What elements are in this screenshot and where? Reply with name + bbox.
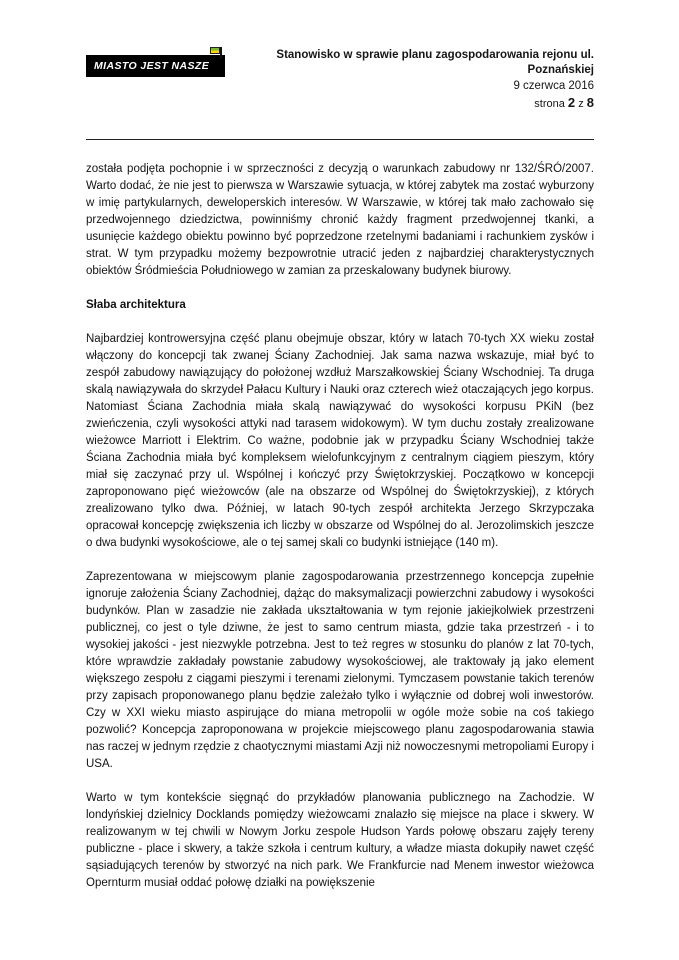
page-current: 2 <box>567 95 576 110</box>
flag-cloth <box>210 47 220 54</box>
document-header <box>86 46 594 112</box>
flag-icon <box>210 47 223 60</box>
page-word: strona <box>534 98 565 110</box>
flag-pole <box>220 47 222 59</box>
paragraph-4: Warto w tym kontekście sięgnąć do przykładów planowania publicznego na Zachodzie. W londyńskiej dzielnicy Docklands pomiędzy wieżowcami znalazło się miejsce na place i skwery. W realizowanym w tej chwili w Nowym Jorku zespole Hudson Yards połowę obszaru zajęły tereny publiczne - place i skwery, a także szkoła i centrum kultury, a władze miasta dokupiły nawet część sąsiadujących terenów by stworzyć na nich park. We Frankfurcie nad Menem inwestor wieżowca Opernturm musiał oddać połowę działki na powiększenie <box>86 792 594 889</box>
page-total: 8 <box>586 95 594 110</box>
logo-text: MIASTO JEST NASZE <box>94 60 210 72</box>
header-divider <box>86 139 594 140</box>
document-body <box>86 161 594 892</box>
page-number <box>225 95 594 112</box>
document-title: Stanowisko w sprawie planu zagospodarowania rejonu ul. Poznańskiej <box>276 49 594 76</box>
paragraph-3: Zaprezentowana w miejscowym planie zagospodarowania przestrzennego koncepcja zupełnie ignoruje założenia Ściany Zachodniej, dążąc do maksymalizacji powierzchni zabudowy i wysokości budynków. Plan w zasadzie nie zakłada ukształtowania w tym rejonie jakiejkolwiek przestrzeni publicznej, co jest o tyle dziwne, że jest to samo centrum miasta, gdzie taka przestrzeń - i to wysokiej jakości - jest niezwykle potrzebna. Jest to też regres w stosunku do planów z lat 70-tych, które wprawdzie zakładały powstanie zabudowy wysokościowej, ale traktowały ją jako element większego zespołu z ciągami pieszymi i terenami zielonymi. Tymczasem powstanie takich terenów przy zapisach proponowanego planu będzie zależało tylko i wyłącznie od dobrej woli inwestorów. Czy w XXI wieku miasto aspirujące do miana metropolii w ogóle może sobie na coś takiego pozwolić? Koncepcja zaproponowana w projekcie miejscowego planu zagospodarowania stawia nas raczej w jednym rzędzie z chaotycznymi miastami Azji niż nowoczesnymi metropoliami Europy i USA. <box>86 571 594 770</box>
section-heading: Słaba architektura <box>86 299 186 311</box>
document-date: 9 czerwca 2016 <box>513 80 594 92</box>
header-meta <box>225 46 594 112</box>
logo <box>86 55 225 77</box>
paragraph-1: została podjęta pochopnie i w sprzeczności z decyzją o warunkach zabudowy nr 132/ŚRÓ/2007. Warto dodać, że nie jest to pierwsza w Warszawie sytuacja, w której zabytek ma zostać wyburzony w imię partykularnych, deweloperskich interesów. W Warszawie, w której tak mało zachowało się przedwojennego dziedzictwa, powinniśmy chronić każdy fragment przedwojennej tkanki, a usunięcie każdego obiektu powinno być poprzedzone rzetelnymi badaniami i rachunkiem zysków i strat. W tym przypadku możemy bezpowrotnie utracić jeden z najbardziej charakterystycznych obiektów Śródmieścia Południowego w zamian za przeskalowany budynek biurowy. <box>86 163 594 277</box>
paragraph-2: Najbardziej kontrowersyjna część planu obejmuje obszar, który w latach 70-tych XX wieku został włączony do koncepcji tak zwanej Ściany Zachodniej. Jak sama nazwa wskazuje, miał być to zespół zabudowy nawiązujący do położonej wzdłuż Marszałkowskiej Ściany Wschodniej. Ta druga skalą nawiązywała do skrzydeł Pałacu Kultury i Nauki oraz czterech wież otaczających jego korpus. Natomiast Ściana Zachodnia miała skalą nawiązywać do wysokości korpusu PKiN (bez zwieńczenia, czyli wysokości attyki nad tarasem widokowym). W tym duchu zostały zrealizowane wieżowce Marriott i Elektrim. Co ważne, podobnie jak w przypadku Ściany Wschodniej także Ściana Zachodnia miała być kompleksem wielofunkcyjnym z centralnym ciągiem pieszym, który miał się zaczynać przy ul. Wspólnej i kończyć przy Świętokrzyskiej. Początkowo w koncepcji zaproponowano pięć wieżowców (ale na obszarze od Wspólnej do Świętokrzyskiej), z których zrealizowano tylko dwa. Później, w latach 90-tych zespół architekta Jerzego Skrzypczaka opracował koncepcję zwiększenia ich liczby w obszarze od Wspólnej do al. Jerozolimskich jeszcze o dwa budynki wysokościowe, ale o tej samej skali co budynki istniejące (140 m). <box>86 333 594 549</box>
page-of-word: z <box>578 98 584 110</box>
